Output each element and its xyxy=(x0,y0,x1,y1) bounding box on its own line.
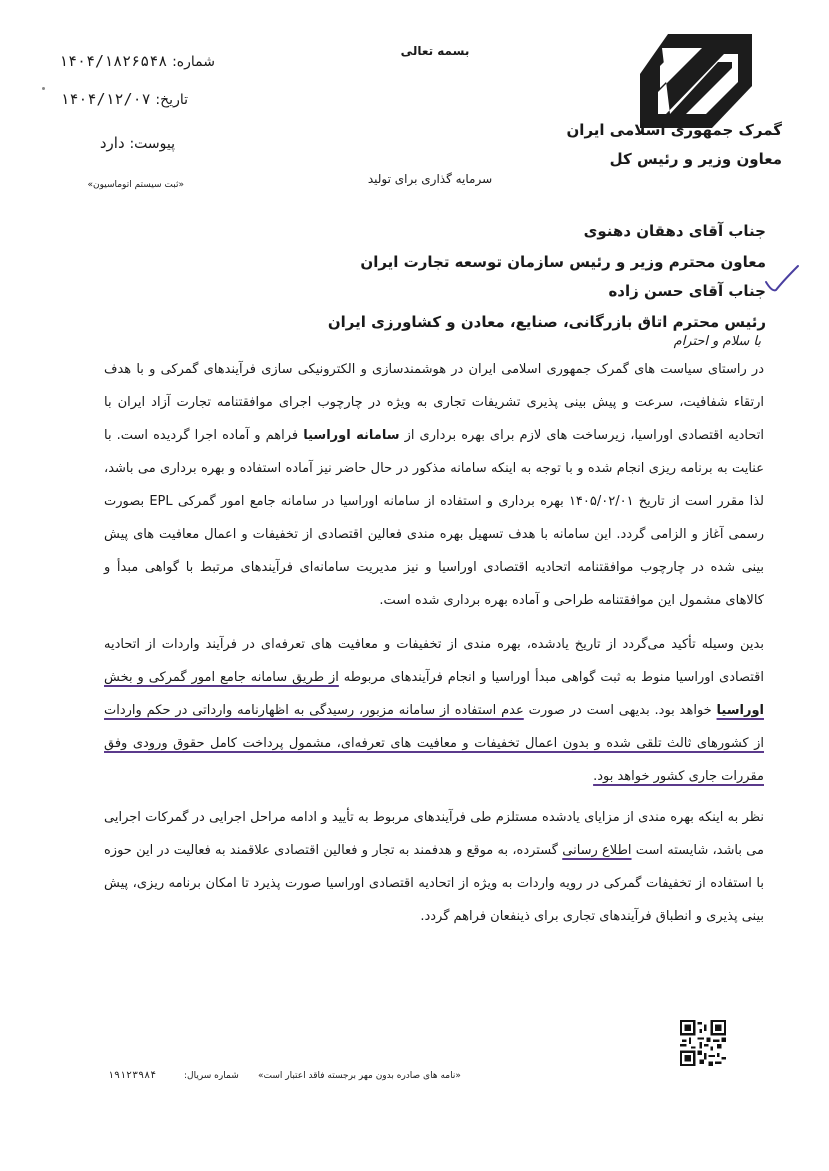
paragraph-1 xyxy=(104,353,764,617)
date-value: ۱۴۰۴/۱۲/۰۷ xyxy=(60,90,151,108)
attachment-label: پیوست: xyxy=(129,136,175,152)
paragraph-1-part-c: فراهم و آماده اجرا گردیده است. با عنایت به برنامه ریزی انجام شده و با توجه به اینکه سامانه مذکور در حال حاضر نیز آماده استفاده و بهره برداری می باشد، لذا مقرر است از تاریخ ۱۴۰۵/۰۲/۰۱ بهره برداری و استفاده از سامانه اوراسیا در سامانه جامع امور گمرکی EPL بصورت رسمی آغاز و الزامی گردد. این سامانه با هدف تسهیل بهره مندی فعالین اقتصادی از تخفیفات و اعمال معافیت های پیش بینی شده در چارچوب موافقتنامه اتحادیه اقتصادی اوراسیا و نیز مدیریت سامانه‌ای فرآیندهای مرتبط با گواهی مبدأ و کالاهای مشمول این موافقتنامه طراحی و آماده بهره برداری شده است. xyxy=(104,428,764,608)
year-slogan: سرمایه گذاری برای تولید xyxy=(367,172,493,186)
attachment xyxy=(100,134,175,152)
underlined-eurasia: اوراسیا xyxy=(716,703,764,718)
recipient-2-name: جناب آقای حسن زاده xyxy=(608,282,766,300)
attachment-value: دارد xyxy=(99,134,125,152)
recipient-2-title: رئیس محترم اتاق بازرگانی، صنایع، معادن و کشاورزی ایران xyxy=(327,313,766,331)
checkmark-icon xyxy=(762,262,802,294)
greeting: با سلام و احترام xyxy=(673,334,761,349)
letter-number xyxy=(59,52,215,70)
paragraph-3 xyxy=(104,801,764,933)
customs-logo-icon xyxy=(640,34,752,128)
recipient-1-title: معاون محترم وزیر و رئیس سازمان توسعه تجارت ایران xyxy=(360,253,766,271)
paragraph-2-part-a: بدین وسیله تأکید می‌گردد از تاریخ یادشده، بهره مندی از تخفیفات و معافیت های تعرفه‌ای در فرآیند واردات از اتحادیه اقتصادی اوراسیا منوط به ثبت گواهی مبدأ اوراسیا و انجام فرآیندهای مربوطه xyxy=(104,637,765,685)
validity-note: «نامه های صادره بدون مهر برجسته فاقد اعتبار است» xyxy=(258,1071,461,1081)
paragraph-3-part-a: نظر به اینکه بهره مندی از مزایای یادشده مستلزم طی فرآیندهای مربوط به تأیید و ادامه مراحل اجرایی در گمرکات اجرایی می باشد، شایسته است xyxy=(104,810,764,858)
paragraph-2-part-d: خواهد بود. بدیهی است در صورت xyxy=(523,703,717,718)
bismillah-heading: بسمه تعالی xyxy=(400,44,470,58)
number-label: شماره: xyxy=(172,54,215,70)
recipient-1-name: جناب آقای دهقان دهنوی xyxy=(583,222,766,240)
stray-mark xyxy=(42,87,45,90)
paragraph-2 xyxy=(104,628,764,793)
eurasia-system-highlight: سامانه اوراسیا xyxy=(303,428,400,443)
letter-date xyxy=(60,90,188,108)
organization-title: معاون وزیر و رئیس کل xyxy=(609,150,782,168)
underlined-consequence: عدم استفاده از سامانه مزبور، رسیدگی به اظهارنامه وارداتی در حکم واردات از کشورهای ثالث تلقی شده و بدون اعمال تخفیفات و معافیت های تعرفه‌ای، مشمول پرداخت کامل حقوق ورودی وفق مقررات جاری کشور خواهد بود. xyxy=(104,703,764,784)
organization-name: گمرک جمهوری اسلامی ایران xyxy=(566,121,782,139)
serial-label: شماره سریال: xyxy=(184,1071,239,1081)
date-label: تاریخ: xyxy=(155,92,188,108)
qr-code-icon xyxy=(680,1020,726,1066)
serial-number: ۱۹۱۲۳۹۸۴ xyxy=(108,1070,157,1081)
paragraph-3-part-c: گسترده، به موقع و هدفمند به تجار و فعالین اقتصادی علاقمند به فعالیت در این حوزه با استفاده از تخفیفات گمرکی در رویه واردات به ویژه از اتحادیه اقتصادی اوراسیا صورت پذیرد تا امکان برنامه ریزی، پیش بینی پذیری و انطباق فرآیندهای تجاری برای ذینفعان فراهم گردد. xyxy=(104,843,764,924)
underlined-system-path: از طریق سامانه جامع امور گمرکی و بخش xyxy=(104,670,339,685)
system-note: «ثبت سیستم اتوماسیون» xyxy=(87,180,184,190)
number-value: ۱۴۰۴/۱۸۲۶۵۴۸ xyxy=(58,52,168,70)
paragraph-1-part-a: در راستای سیاست های گمرک جمهوری اسلامی ایران در هوشمندسازی و الکترونیکی سازی فرآیندهای گمرکی و با هدف ارتقاء شفافیت، سرعت و پیش بینی پذیری تشریفات تجاری به ویژه در چارچوب اجرای موافقتنامه تجارت آزاد ایران با اتحادیه اقتصادی اوراسیا، زیرساخت های لازم برای بهره برداری از xyxy=(104,362,764,443)
underlined-notification: اطلاع رسانی xyxy=(562,843,632,858)
